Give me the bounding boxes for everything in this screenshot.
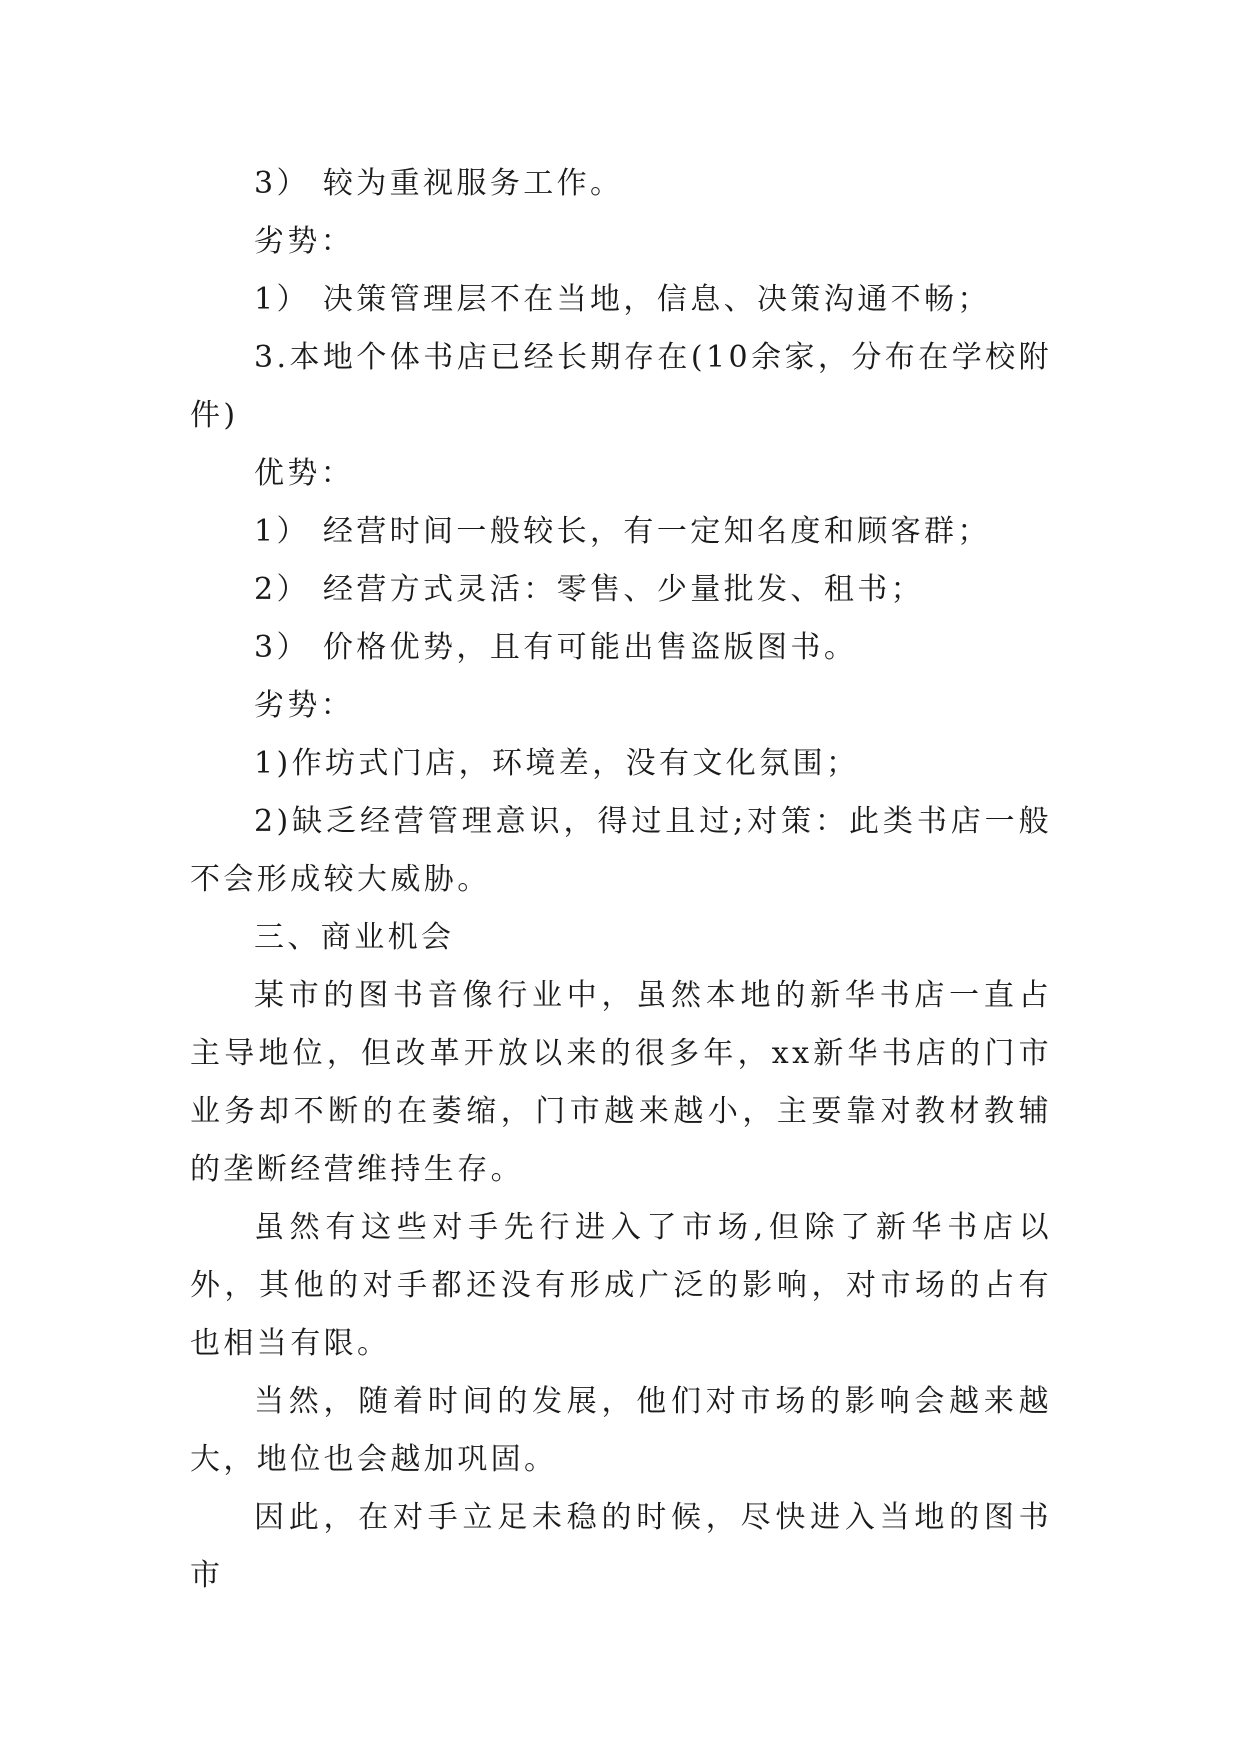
- paragraph-strength-3: 3） 价格优势，且有可能出售盗版图书。: [254, 630, 858, 665]
- paragraph-future-influence: 当然，随着时间的发展，他们对市场的影响会越来越大，地位也会越加巩固。: [190, 1384, 1052, 1477]
- paragraph-service-strength: 3） 较为重视服务工作。: [254, 166, 624, 201]
- paragraph-weakness-2-2: 2)缺乏经营管理意识，得过且过;对策：此类书店一般不会形成较大威胁。: [190, 804, 1052, 897]
- paragraph-local-bookstores: 3.本地个体书店已经长期存在(10余家，分布在学校附件): [190, 340, 1052, 433]
- paragraph-strength-1: 1） 经营时间一般较长，有一定知名度和顾客群；: [254, 514, 991, 549]
- paragraph-competitors: 虽然有这些对手先行进入了市场,但除了新华书店以外，其他的对手都还没有形成广泛的影响，对市场的占有也相当有限。: [190, 1210, 1052, 1361]
- paragraph-conclusion: 因此，在对手立足未稳的时候，尽快进入当地的图书市: [190, 1500, 1052, 1593]
- paragraph-weakness-heading: 劣势：: [254, 224, 355, 259]
- paragraph-strength-heading: 优势：: [254, 456, 355, 491]
- paragraph-weakness-heading-2: 劣势：: [254, 688, 355, 723]
- paragraph-strength-2: 2） 经营方式灵活：零售、少量批发、租书；: [254, 572, 925, 607]
- paragraph-market-overview: 某市的图书音像行业中，虽然本地的新华书店一直占主导地位，但改革开放以来的很多年，xx新华书店的门市业务却不断的在萎缩，门市越来越小，主要靠对教材教辅的垄断经营维持生存。: [190, 978, 1052, 1187]
- section-heading-business-opportunity: 三、商业机会: [254, 920, 455, 955]
- paragraph-weakness-2-1: 1)作坊式门店，环境差，没有文化氛围；: [254, 746, 860, 781]
- document-page: [190, 155, 1052, 1605]
- paragraph-weakness-1: 1） 决策管理层不在当地，信息、决策沟通不畅；: [254, 282, 991, 317]
